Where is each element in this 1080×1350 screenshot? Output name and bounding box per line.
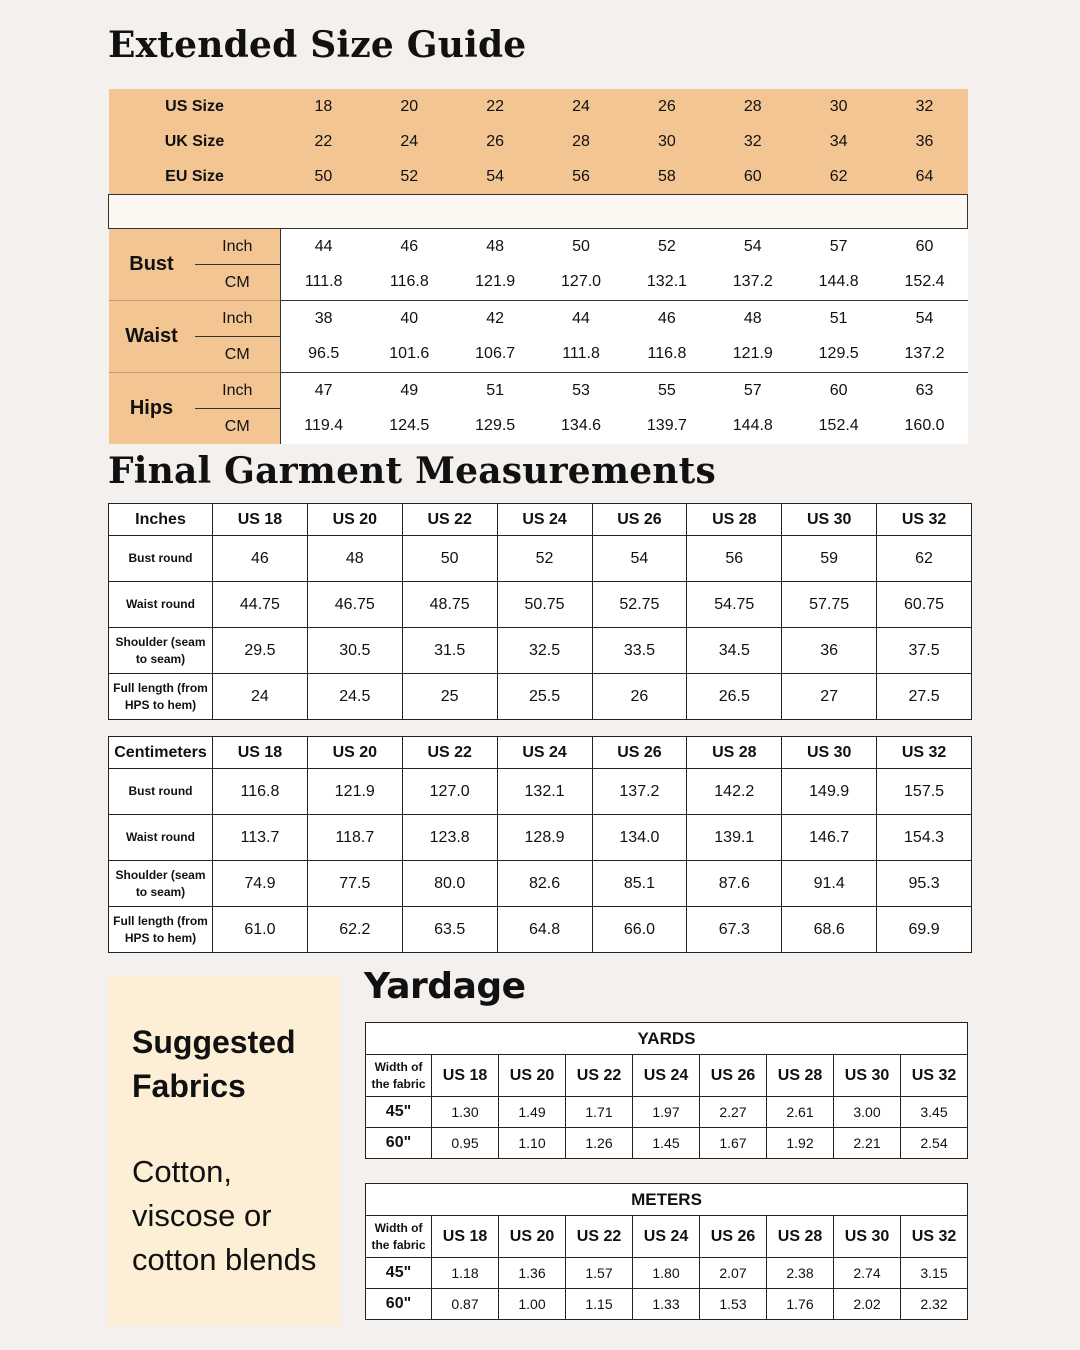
garment-value: 62.2	[307, 907, 402, 953]
garment-row-label: Shoulder (seam to seam)	[109, 628, 213, 674]
size-cell: 32	[882, 89, 968, 124]
garment-value: 85.1	[592, 861, 687, 907]
yardage-value: 2.54	[901, 1128, 968, 1159]
garment-value: 30.5	[307, 628, 402, 674]
yardage-column-header: US 20	[499, 1216, 566, 1258]
unit-label-cm: CM	[195, 409, 281, 445]
garment-value: 26.5	[687, 674, 782, 720]
measure-value: 57	[796, 229, 882, 265]
measure-label: Waist	[109, 301, 195, 373]
garment-column-header: US 26	[592, 504, 687, 536]
yardage-column-header: US 24	[633, 1055, 700, 1097]
garment-column-header: US 30	[782, 737, 877, 769]
yardage-column-header: US 18	[432, 1216, 499, 1258]
measure-value: 51	[796, 301, 882, 337]
garment-value: 33.5	[592, 628, 687, 674]
measure-value: 160.0	[882, 409, 968, 445]
yardage-row-label: 45"	[366, 1258, 432, 1289]
garment-value: 34.5	[687, 628, 782, 674]
garment-value: 37.5	[877, 628, 972, 674]
garment-value: 52	[497, 536, 592, 582]
yardage-row	[366, 1097, 968, 1128]
garment-value: 59	[782, 536, 877, 582]
yardage-value: 3.15	[901, 1258, 968, 1289]
measure-value: 139.7	[624, 409, 710, 445]
yardage-column-header: US 20	[499, 1055, 566, 1097]
garment-value: 118.7	[307, 815, 402, 861]
garment-value: 32.5	[497, 628, 592, 674]
size-cell: 24	[366, 124, 452, 159]
garment-row	[109, 861, 972, 907]
garment-value: 50.75	[497, 582, 592, 628]
size-cell: 22	[281, 124, 367, 159]
garment-value: 91.4	[782, 861, 877, 907]
unit-label-inch: Inch	[195, 373, 281, 409]
garment-value: 132.1	[497, 769, 592, 815]
yardage-caption: METERS	[366, 1184, 968, 1216]
yardage-column-header: US 32	[901, 1055, 968, 1097]
yardage-value: 2.32	[901, 1289, 968, 1320]
yardage-value: 1.67	[700, 1128, 767, 1159]
size-cell: 36	[882, 124, 968, 159]
garment-value: 64.8	[497, 907, 592, 953]
yardage-value: 3.45	[901, 1097, 968, 1128]
measure-value: 106.7	[452, 337, 538, 373]
spacer-cell	[109, 195, 968, 229]
measure-value: 52	[624, 229, 710, 265]
garment-value: 54.75	[687, 582, 782, 628]
yardage-caption: YARDS	[366, 1023, 968, 1055]
yardage-column-header: US 26	[700, 1216, 767, 1258]
garment-unit-label: Centimeters	[109, 737, 213, 769]
yardage-caption-row	[366, 1023, 968, 1055]
measure-value: 121.9	[452, 265, 538, 301]
yardage-column-header: US 18	[432, 1055, 499, 1097]
garment-value: 25	[402, 674, 497, 720]
garment-value: 61.0	[213, 907, 308, 953]
measure-value: 55	[624, 373, 710, 409]
measure-value: 60	[882, 229, 968, 265]
yardage-value: 2.27	[700, 1097, 767, 1128]
yardage-value: 1.10	[499, 1128, 566, 1159]
size-cell: 50	[281, 159, 367, 195]
size-row-uk	[109, 124, 968, 159]
measure-value: 53	[538, 373, 624, 409]
garment-value: 44.75	[213, 582, 308, 628]
size-row-label: UK Size	[109, 124, 281, 159]
garment-column-header: US 24	[497, 504, 592, 536]
measure-value: 101.6	[366, 337, 452, 373]
garment-column-header: US 32	[877, 737, 972, 769]
yardage-header-row	[366, 1216, 968, 1258]
garment-row-label: Bust round	[109, 536, 213, 582]
measure-value: 134.6	[538, 409, 624, 445]
size-guide-table	[108, 89, 968, 444]
measure-value: 124.5	[366, 409, 452, 445]
garment-value: 67.3	[687, 907, 782, 953]
yardage-title: Yardage	[364, 966, 526, 1007]
size-cell: 32	[710, 124, 796, 159]
garment-value: 69.9	[877, 907, 972, 953]
measure-value: 144.8	[796, 265, 882, 301]
garment-value: 128.9	[497, 815, 592, 861]
size-cell: 56	[538, 159, 624, 195]
garment-value: 157.5	[877, 769, 972, 815]
yardage-value: 3.00	[834, 1097, 901, 1128]
size-cell: 22	[452, 89, 538, 124]
size-cell: 62	[796, 159, 882, 195]
measure-row-cm	[109, 409, 968, 445]
garment-row	[109, 769, 972, 815]
size-cell: 64	[882, 159, 968, 195]
yardage-value: 1.45	[633, 1128, 700, 1159]
unit-label-cm: CM	[195, 337, 281, 373]
unit-label-cm: CM	[195, 265, 281, 301]
garment-value: 74.9	[213, 861, 308, 907]
garment-row-label: Full length (from HPS to hem)	[109, 674, 213, 720]
garment-row-label: Full length (from HPS to hem)	[109, 907, 213, 953]
measure-label: Hips	[109, 373, 195, 445]
garment-value: 123.8	[402, 815, 497, 861]
yardage-value: 1.18	[432, 1258, 499, 1289]
measure-row-inch	[109, 373, 968, 409]
garment-unit-label: Inches	[109, 504, 213, 536]
garment-value: 142.2	[687, 769, 782, 815]
garment-value: 121.9	[307, 769, 402, 815]
yardage-column-header: US 32	[901, 1216, 968, 1258]
garment-row	[109, 536, 972, 582]
yardage-row-label: 60"	[366, 1289, 432, 1320]
size-cell: 28	[538, 124, 624, 159]
yardage-value: 1.33	[633, 1289, 700, 1320]
yardage-value: 1.97	[633, 1097, 700, 1128]
yardage-meters-table	[365, 1183, 968, 1320]
size-guide-spacer	[109, 195, 968, 229]
yardage-value: 2.61	[767, 1097, 834, 1128]
measure-value: 44	[538, 301, 624, 337]
garment-value: 48.75	[402, 582, 497, 628]
yardage-value: 2.38	[767, 1258, 834, 1289]
measure-value: 46	[624, 301, 710, 337]
measure-value: 46	[366, 229, 452, 265]
garment-value: 50	[402, 536, 497, 582]
garment-column-header: US 26	[592, 737, 687, 769]
measure-value: 54	[882, 301, 968, 337]
yardage-value: 1.76	[767, 1289, 834, 1320]
measure-value: 116.8	[624, 337, 710, 373]
garment-column-header: US 28	[687, 737, 782, 769]
garment-column-header: US 24	[497, 737, 592, 769]
measure-value: 48	[710, 301, 796, 337]
garment-row-label: Shoulder (seam to seam)	[109, 861, 213, 907]
garment-value: 27	[782, 674, 877, 720]
garment-value: 63.5	[402, 907, 497, 953]
garment-row-label: Waist round	[109, 582, 213, 628]
yardage-row-label: 60"	[366, 1128, 432, 1159]
yardage-value: 0.87	[432, 1289, 499, 1320]
garment-column-header: US 22	[402, 504, 497, 536]
yardage-column-header: US 28	[767, 1055, 834, 1097]
size-cell: 20	[366, 89, 452, 124]
size-cell: 30	[796, 89, 882, 124]
garment-value: 113.7	[213, 815, 308, 861]
yardage-header-row	[366, 1055, 968, 1097]
yardage-value: 1.26	[566, 1128, 633, 1159]
size-cell: 52	[366, 159, 452, 195]
garment-column-header: US 18	[213, 737, 308, 769]
garment-title: Final Garment Measurements	[108, 450, 716, 492]
garment-value: 60.75	[877, 582, 972, 628]
measure-row-cm	[109, 265, 968, 301]
yardage-row	[366, 1128, 968, 1159]
measure-value: 132.1	[624, 265, 710, 301]
yardage-value: 1.49	[499, 1097, 566, 1128]
size-guide-title: Extended Size Guide	[108, 24, 527, 66]
yardage-value: 1.53	[700, 1289, 767, 1320]
garment-value: 31.5	[402, 628, 497, 674]
garment-value: 29.5	[213, 628, 308, 674]
garment-row-label: Waist round	[109, 815, 213, 861]
measure-label: Bust	[109, 229, 195, 301]
yardage-column-header: US 24	[633, 1216, 700, 1258]
yardage-value: 1.15	[566, 1289, 633, 1320]
garment-value: 24	[213, 674, 308, 720]
garment-value: 46	[213, 536, 308, 582]
yardage-value: 1.92	[767, 1128, 834, 1159]
garment-value: 46.75	[307, 582, 402, 628]
yardage-width-label: Width of the fabric	[366, 1055, 432, 1097]
size-cell: 24	[538, 89, 624, 124]
garment-row-label: Bust round	[109, 769, 213, 815]
measure-value: 63	[882, 373, 968, 409]
garment-value: 48	[307, 536, 402, 582]
garment-value: 57.75	[782, 582, 877, 628]
garment-column-header: US 32	[877, 504, 972, 536]
measure-row-inch	[109, 229, 968, 265]
size-row-label: EU Size	[109, 159, 281, 195]
measure-value: 47	[281, 373, 367, 409]
size-cell: 26	[452, 124, 538, 159]
suggested-fabrics-description: Cotton, viscose or cotton blends	[132, 1154, 317, 1277]
yardage-row	[366, 1258, 968, 1289]
garment-column-header: US 30	[782, 504, 877, 536]
garment-column-header: US 20	[307, 504, 402, 536]
yardage-value: 0.95	[432, 1128, 499, 1159]
yardage-value: 1.30	[432, 1097, 499, 1128]
garment-value: 146.7	[782, 815, 877, 861]
yardage-caption-row	[366, 1184, 968, 1216]
yardage-column-header: US 30	[834, 1216, 901, 1258]
garment-column-header: US 22	[402, 737, 497, 769]
yardage-value: 1.71	[566, 1097, 633, 1128]
measure-value: 96.5	[281, 337, 367, 373]
size-cell: 60	[710, 159, 796, 195]
measure-value: 137.2	[710, 265, 796, 301]
garment-value: 87.6	[687, 861, 782, 907]
size-row-eu	[109, 159, 968, 195]
garment-value: 116.8	[213, 769, 308, 815]
garment-column-header: US 18	[213, 504, 308, 536]
measure-value: 57	[710, 373, 796, 409]
yardage-value: 2.21	[834, 1128, 901, 1159]
yardage-value: 1.57	[566, 1258, 633, 1289]
measure-value: 121.9	[710, 337, 796, 373]
garment-value: 154.3	[877, 815, 972, 861]
garment-header-row	[109, 504, 972, 536]
garment-value: 139.1	[687, 815, 782, 861]
measure-value: 38	[281, 301, 367, 337]
garment-row	[109, 582, 972, 628]
garment-row	[109, 907, 972, 953]
size-row-label: US Size	[109, 89, 281, 124]
garment-row	[109, 815, 972, 861]
measure-value: 48	[452, 229, 538, 265]
yardage-row-label: 45"	[366, 1097, 432, 1128]
measure-value: 119.4	[281, 409, 367, 445]
size-cell: 26	[624, 89, 710, 124]
garment-value: 149.9	[782, 769, 877, 815]
garment-column-header: US 20	[307, 737, 402, 769]
yardage-value: 2.02	[834, 1289, 901, 1320]
yardage-width-label: Width of the fabric	[366, 1216, 432, 1258]
measure-value: 152.4	[882, 265, 968, 301]
garment-value: 137.2	[592, 769, 687, 815]
garment-value: 24.5	[307, 674, 402, 720]
garment-value: 52.75	[592, 582, 687, 628]
yardage-column-header: US 28	[767, 1216, 834, 1258]
garment-row	[109, 628, 972, 674]
garment-value: 66.0	[592, 907, 687, 953]
garment-value: 95.3	[877, 861, 972, 907]
garment-value: 36	[782, 628, 877, 674]
yardage-yards-table	[365, 1022, 968, 1159]
measure-value: 44	[281, 229, 367, 265]
garment-value: 25.5	[497, 674, 592, 720]
garment-value: 68.6	[782, 907, 877, 953]
yardage-row	[366, 1289, 968, 1320]
measure-value: 152.4	[796, 409, 882, 445]
size-cell: 18	[281, 89, 367, 124]
garment-value: 26	[592, 674, 687, 720]
garment-value: 27.5	[877, 674, 972, 720]
yardage-column-header: US 30	[834, 1055, 901, 1097]
garment-value: 62	[877, 536, 972, 582]
measure-value: 129.5	[796, 337, 882, 373]
measure-value: 137.2	[882, 337, 968, 373]
garment-inches-table	[108, 503, 972, 720]
yardage-value: 1.00	[499, 1289, 566, 1320]
size-cell: 28	[710, 89, 796, 124]
measure-value: 129.5	[452, 409, 538, 445]
measure-value: 40	[366, 301, 452, 337]
size-cell: 58	[624, 159, 710, 195]
garment-header-row	[109, 737, 972, 769]
garment-row	[109, 674, 972, 720]
suggested-fabrics-title: Suggested Fabrics	[132, 1024, 296, 1104]
garment-value: 82.6	[497, 861, 592, 907]
garment-value: 134.0	[592, 815, 687, 861]
measure-row-inch	[109, 301, 968, 337]
suggested-fabrics-box	[108, 976, 340, 1326]
measure-value: 127.0	[538, 265, 624, 301]
measure-value: 144.8	[710, 409, 796, 445]
measure-value: 111.8	[538, 337, 624, 373]
measure-value: 116.8	[366, 265, 452, 301]
size-cell: 54	[452, 159, 538, 195]
measure-value: 50	[538, 229, 624, 265]
measure-value: 54	[710, 229, 796, 265]
measure-value: 49	[366, 373, 452, 409]
yardage-value: 1.80	[633, 1258, 700, 1289]
unit-label-inch: Inch	[195, 301, 281, 337]
yardage-value: 2.07	[700, 1258, 767, 1289]
size-cell: 30	[624, 124, 710, 159]
size-cell: 34	[796, 124, 882, 159]
yardage-value: 2.74	[834, 1258, 901, 1289]
garment-value: 56	[687, 536, 782, 582]
measure-row-cm	[109, 337, 968, 373]
measure-value: 51	[452, 373, 538, 409]
yardage-value: 1.36	[499, 1258, 566, 1289]
yardage-column-header: US 26	[700, 1055, 767, 1097]
unit-label-inch: Inch	[195, 229, 281, 265]
size-guide-table-wrap	[108, 89, 968, 444]
measure-value: 60	[796, 373, 882, 409]
measure-value: 42	[452, 301, 538, 337]
garment-value: 77.5	[307, 861, 402, 907]
garment-value: 54	[592, 536, 687, 582]
yardage-column-header: US 22	[566, 1055, 633, 1097]
garment-centimeters-table	[108, 736, 972, 953]
measure-value: 111.8	[281, 265, 367, 301]
garment-value: 80.0	[402, 861, 497, 907]
yardage-column-header: US 22	[566, 1216, 633, 1258]
garment-column-header: US 28	[687, 504, 782, 536]
size-row-us	[109, 89, 968, 124]
garment-value: 127.0	[402, 769, 497, 815]
